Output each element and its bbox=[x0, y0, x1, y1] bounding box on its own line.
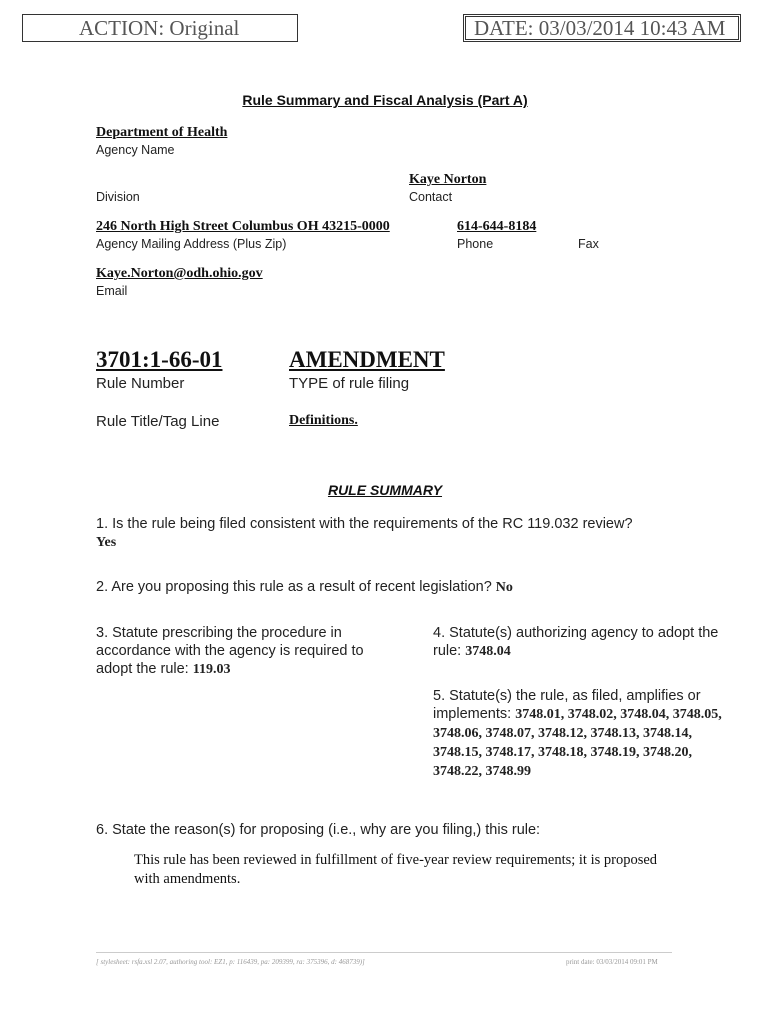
question-6: 6. State the reason(s) for proposing (i.e., why are you filing,) this rule: bbox=[96, 822, 541, 838]
agency-name-value: Department of Health bbox=[96, 125, 228, 140]
question-5-text: 5. Statute(s) the rule, as filed, amplifies or implements: bbox=[433, 688, 701, 722]
question-1-text: 1. Is the rule being filed consistent with the requirements of the RC 119.032 review? bbox=[96, 516, 633, 532]
phone-label: Phone bbox=[457, 237, 494, 251]
answer-2: No bbox=[495, 580, 513, 595]
answer-3: 119.03 bbox=[192, 662, 231, 677]
email-value: Kaye.Norton@odh.ohio.gov bbox=[96, 266, 263, 281]
answer-1: Yes bbox=[96, 535, 117, 550]
answer-6: This rule has been reviewed in fulfillment of five-year review requirements; it is proposed with amendments. bbox=[134, 852, 658, 887]
question-4 bbox=[433, 624, 723, 661]
question-2-text: 2. Are you proposing this rule as a result of recent legislation? bbox=[96, 579, 492, 595]
email-label: Email bbox=[96, 284, 128, 298]
address-value: 246 North High Street Columbus OH 43215-0000 bbox=[96, 219, 390, 234]
action-box: ACTION: Original bbox=[22, 14, 298, 42]
question-2 bbox=[96, 578, 696, 597]
date-box: DATE: 03/03/2014 10:43 AM bbox=[463, 14, 741, 42]
contact-label: Contact bbox=[409, 190, 453, 204]
footer-stylesheet-info: [ stylesheet: rsfa.xsl 2.07, authoring tool: EZ1, p: 116439, pa: 209399, ra: 375396, d: 468739)] bbox=[96, 958, 365, 966]
answer-5: 3748.01, 3748.02, 3748.04, 3748.05, 3748.06, 3748.07, 3748.12, 3748.13, 3748.14, 3748.15, 3748.17, 3748.18, 3748.19, 3748.20, 3748.22, 3748.99 bbox=[433, 707, 722, 779]
fax-label: Fax bbox=[578, 237, 599, 251]
rule-number-label: Rule Number bbox=[96, 375, 185, 392]
answer-4: 3748.04 bbox=[465, 644, 511, 659]
rule-title-label: Rule Title/Tag Line bbox=[96, 413, 220, 430]
phone-value: 614-644-8184 bbox=[457, 219, 537, 234]
document-title: Rule Summary and Fiscal Analysis (Part A) bbox=[242, 92, 528, 108]
footer-divider bbox=[96, 952, 672, 953]
question-1 bbox=[96, 515, 656, 552]
rule-number-value: 3701:1-66-01 bbox=[96, 347, 223, 372]
contact-value: Kaye Norton bbox=[409, 172, 487, 187]
question-3-text: 3. Statute prescribing the procedure in accordance with the agency is required to adopt the rule: bbox=[96, 625, 364, 677]
question-4-text: 4. Statute(s) authorizing agency to adopt the rule: bbox=[433, 625, 719, 659]
question-3 bbox=[96, 624, 396, 679]
rule-type-label: TYPE of rule filing bbox=[289, 375, 410, 392]
division-label: Division bbox=[96, 190, 140, 204]
address-label: Agency Mailing Address (Plus Zip) bbox=[96, 237, 287, 251]
agency-name-label: Agency Name bbox=[96, 143, 175, 157]
rule-type-value: AMENDMENT bbox=[289, 347, 445, 372]
rule-summary-heading: RULE SUMMARY bbox=[327, 482, 443, 498]
rule-title-value: Definitions. bbox=[289, 413, 358, 428]
footer-print-date: print date: 03/03/2014 09:01 PM bbox=[566, 958, 658, 966]
question-5 bbox=[433, 687, 733, 781]
